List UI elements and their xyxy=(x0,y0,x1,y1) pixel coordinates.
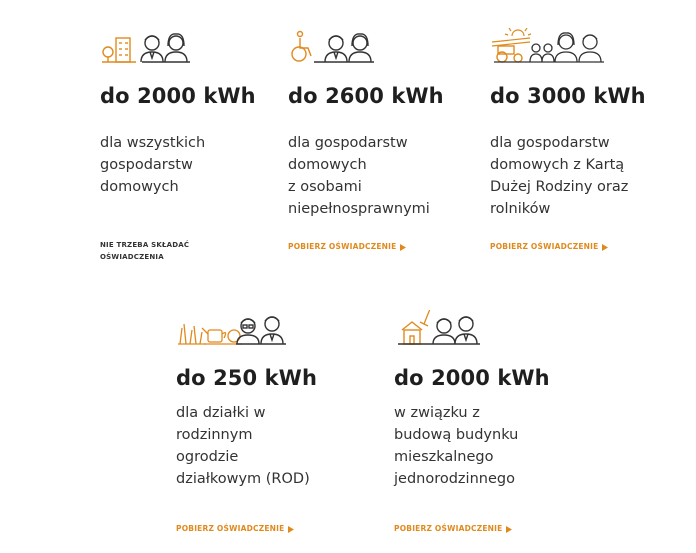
kwh-limit: do 2000 kWh xyxy=(394,366,550,390)
kwh-limit: do 2600 kWh xyxy=(288,84,444,108)
card-description xyxy=(394,402,594,490)
description-line: działkowym (ROD) xyxy=(176,471,310,487)
link-label: POBIERZ OŚWIADCZENIE xyxy=(490,242,599,251)
description-line: ogrodzie xyxy=(176,449,239,465)
description-line: gospodarstw xyxy=(100,157,193,173)
note-line: NIE TRZEBA SKŁADAĆ xyxy=(100,241,190,249)
sun-icon xyxy=(492,28,531,46)
shovel-icon xyxy=(420,310,436,326)
card-description xyxy=(490,132,690,220)
description-line: domowych xyxy=(288,157,367,173)
watering-can-icon xyxy=(202,328,242,344)
man-icon xyxy=(141,36,163,62)
link-label: POBIERZ OŚWIADCZENIE xyxy=(176,524,285,533)
household-illustration xyxy=(100,28,200,68)
card-description xyxy=(288,132,488,220)
man-icon xyxy=(433,319,455,344)
description-line: Dużej Rodziny oraz xyxy=(490,179,629,195)
description-line: w związku z xyxy=(394,405,480,421)
download-declaration-link[interactable] xyxy=(288,242,406,251)
description-line: domowych z Kartą xyxy=(490,157,625,173)
garden-icon xyxy=(178,324,206,344)
description-line: niepełnosprawnymi xyxy=(288,201,430,217)
description-line: domowych xyxy=(100,179,179,195)
tractor-icon xyxy=(497,46,522,62)
man-icon xyxy=(237,319,259,344)
no-declaration-note xyxy=(100,239,189,263)
woman-icon xyxy=(314,34,374,62)
description-line: budową budynku xyxy=(394,427,519,443)
man-icon xyxy=(325,36,347,62)
arrow-right-icon xyxy=(506,526,512,533)
description-line: mieszkalnego xyxy=(394,449,494,465)
arrow-right-icon xyxy=(602,244,608,251)
description-line: rodzinnym xyxy=(176,427,253,443)
woman-icon xyxy=(142,34,190,62)
family-icon xyxy=(494,33,604,62)
construction-illustration xyxy=(394,310,494,350)
description-line: dla działki w xyxy=(176,405,266,421)
download-declaration-link[interactable] xyxy=(176,524,294,533)
kwh-limit: do 3000 kWh xyxy=(490,84,646,108)
household-illustration xyxy=(490,28,610,68)
kwh-limit: do 250 kWh xyxy=(176,366,317,390)
household-illustration xyxy=(288,28,388,68)
garden-illustration xyxy=(176,310,296,350)
card-description xyxy=(176,402,376,490)
buildings-icon xyxy=(102,38,136,62)
arrow-right-icon xyxy=(400,244,406,251)
description-line: dla gospodarstw xyxy=(288,135,408,151)
description-line: dla gospodarstw xyxy=(490,135,610,151)
description-line: rolników xyxy=(490,201,551,217)
description-line: dla wszystkich xyxy=(100,135,206,151)
link-label: POBIERZ OŚWIADCZENIE xyxy=(288,242,397,251)
description-line: z osobami xyxy=(288,179,362,195)
download-declaration-link[interactable] xyxy=(490,242,608,251)
note-line: OŚWIADCZENIA xyxy=(100,253,164,261)
wheelchair-icon xyxy=(292,32,311,62)
house-icon xyxy=(402,322,422,344)
link-label: POBIERZ OŚWIADCZENIE xyxy=(394,524,503,533)
kwh-limit: do 2000 kWh xyxy=(100,84,256,108)
arrow-right-icon xyxy=(288,526,294,533)
description-line: jednorodzinnego xyxy=(394,471,515,487)
card-description xyxy=(100,132,300,198)
download-declaration-link[interactable] xyxy=(394,524,512,533)
